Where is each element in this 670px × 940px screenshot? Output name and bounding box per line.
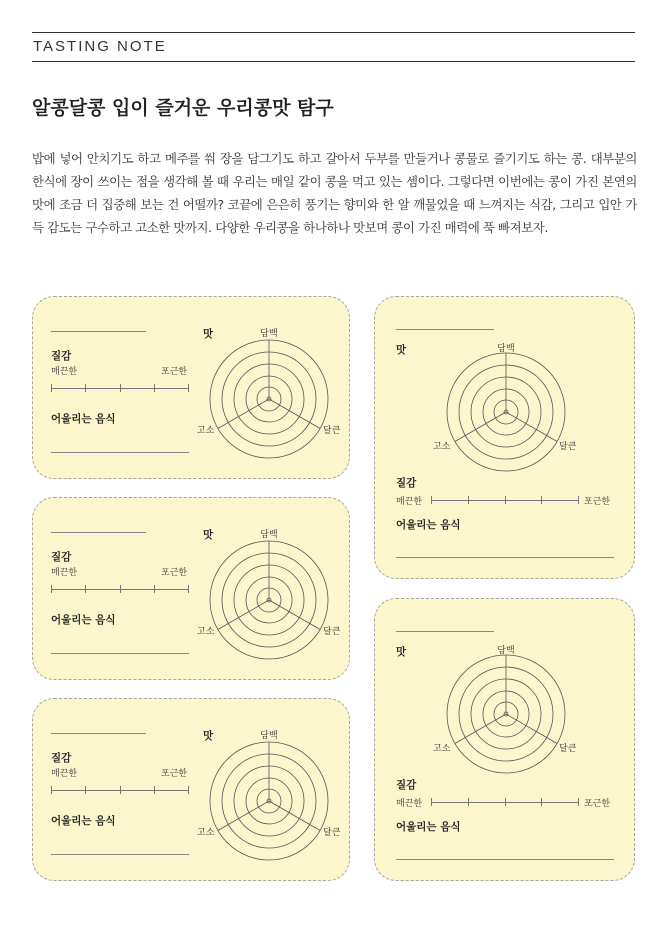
axis-top-label: 담백 — [260, 731, 278, 741]
texture-right-label: 포근한 — [161, 769, 188, 779]
taste-label: 맛 — [396, 344, 407, 356]
pairing-label: 어울리는 음식 — [51, 815, 116, 827]
section-header-label: TASTING NOTE — [33, 38, 167, 55]
section-header — [32, 32, 635, 62]
texture-label: 질감 — [396, 779, 417, 791]
tasting-card — [32, 698, 350, 881]
texture-label: 질감 — [51, 551, 72, 563]
pairing-line[interactable] — [396, 557, 614, 558]
axis-top-label: 담백 — [497, 344, 515, 354]
radar-axis — [269, 600, 320, 630]
axis-right-label: 달큰 — [323, 828, 341, 838]
pairing-line[interactable] — [51, 854, 189, 855]
axis-left-label: 고소 — [197, 627, 215, 637]
texture-scale[interactable] — [51, 585, 189, 593]
intro-paragraph: 밥에 넣어 안치기도 하고 메주를 쒀 장을 담그기도 하고 갈아서 두부를 만들거나 콩물로 즐기기도 하는 콩. 대부분의 한식에 장이 쓰이는 점을 생각해 볼 때 우리는 매일 같이 콩을 먹고 있는 셈이다. 그렇다면 이번에는 콩이 가진 본연의 맛에 조금 더 집중해 보는 건 어떨까? 코끝에 은은히 풍기는 향미와 한 알 깨물었을 때 느껴지는 식감, 그리고 입안 가득 감도는 구수하고 고소한 맛까지. 다양한 우리콩을 하나하나 맛보며 콩이 가진 매력에 푹 빠져보자. — [32, 151, 637, 235]
tasting-card — [374, 598, 635, 881]
radar-axis — [269, 399, 320, 429]
bean-name-line[interactable] — [396, 329, 494, 330]
tasting-card — [374, 296, 635, 579]
radar-axis — [269, 801, 320, 831]
texture-label: 질감 — [396, 477, 417, 489]
radar-axis — [218, 600, 269, 630]
axis-top-label: 담백 — [260, 530, 278, 540]
texture-scale[interactable] — [51, 384, 189, 392]
texture-label: 질감 — [51, 350, 72, 362]
texture-scale[interactable] — [431, 798, 579, 806]
axis-left-label: 고소 — [433, 744, 451, 754]
texture-left-label: 매끈한 — [396, 497, 423, 507]
texture-left-label: 매끈한 — [396, 799, 423, 809]
axis-left-label: 고소 — [197, 828, 215, 838]
pairing-label: 어울리는 음식 — [396, 519, 461, 531]
axis-top-label: 담백 — [497, 646, 515, 656]
axis-right-label: 달큰 — [559, 442, 577, 452]
axis-right-label: 달큰 — [323, 426, 341, 436]
taste-label: 맛 — [203, 730, 214, 742]
page-title: 알콩달콩 입이 즐거운 우리콩맛 탐구 — [32, 97, 334, 119]
texture-right-label: 포근한 — [584, 497, 611, 507]
pairing-line[interactable] — [51, 452, 189, 453]
axis-left-label: 고소 — [197, 426, 215, 436]
tasting-card — [32, 497, 350, 680]
axis-right-label: 달큰 — [559, 744, 577, 754]
bean-name-line[interactable] — [396, 631, 494, 632]
radar-axis — [455, 714, 506, 744]
taste-label: 맛 — [396, 646, 407, 658]
pairing-line[interactable] — [51, 653, 189, 654]
pairing-label: 어울리는 음식 — [396, 821, 461, 833]
texture-left-label: 매끈한 — [51, 367, 78, 377]
texture-label: 질감 — [51, 752, 72, 764]
texture-scale[interactable] — [51, 786, 189, 794]
bean-name-line[interactable] — [51, 733, 146, 734]
pairing-label: 어울리는 음식 — [51, 413, 116, 425]
bean-name-line[interactable] — [51, 532, 146, 533]
texture-left-label: 매끈한 — [51, 769, 78, 779]
radar-axis — [455, 412, 506, 442]
radar-axis — [506, 412, 557, 442]
axis-left-label: 고소 — [433, 442, 451, 452]
axis-top-label: 담백 — [260, 329, 278, 339]
taste-label: 맛 — [203, 328, 214, 340]
axis-right-label: 달큰 — [323, 627, 341, 637]
pairing-line[interactable] — [396, 859, 614, 860]
texture-right-label: 포근한 — [161, 367, 188, 377]
taste-label: 맛 — [203, 529, 214, 541]
bean-name-line[interactable] — [51, 331, 146, 332]
tasting-card — [32, 296, 350, 479]
texture-right-label: 포근한 — [584, 799, 611, 809]
radar-axis — [506, 714, 557, 744]
texture-scale[interactable] — [431, 496, 579, 504]
texture-left-label: 매끈한 — [51, 568, 78, 578]
texture-right-label: 포근한 — [161, 568, 188, 578]
radar-axis — [218, 399, 269, 429]
radar-axis — [218, 801, 269, 831]
pairing-label: 어울리는 음식 — [51, 614, 116, 626]
